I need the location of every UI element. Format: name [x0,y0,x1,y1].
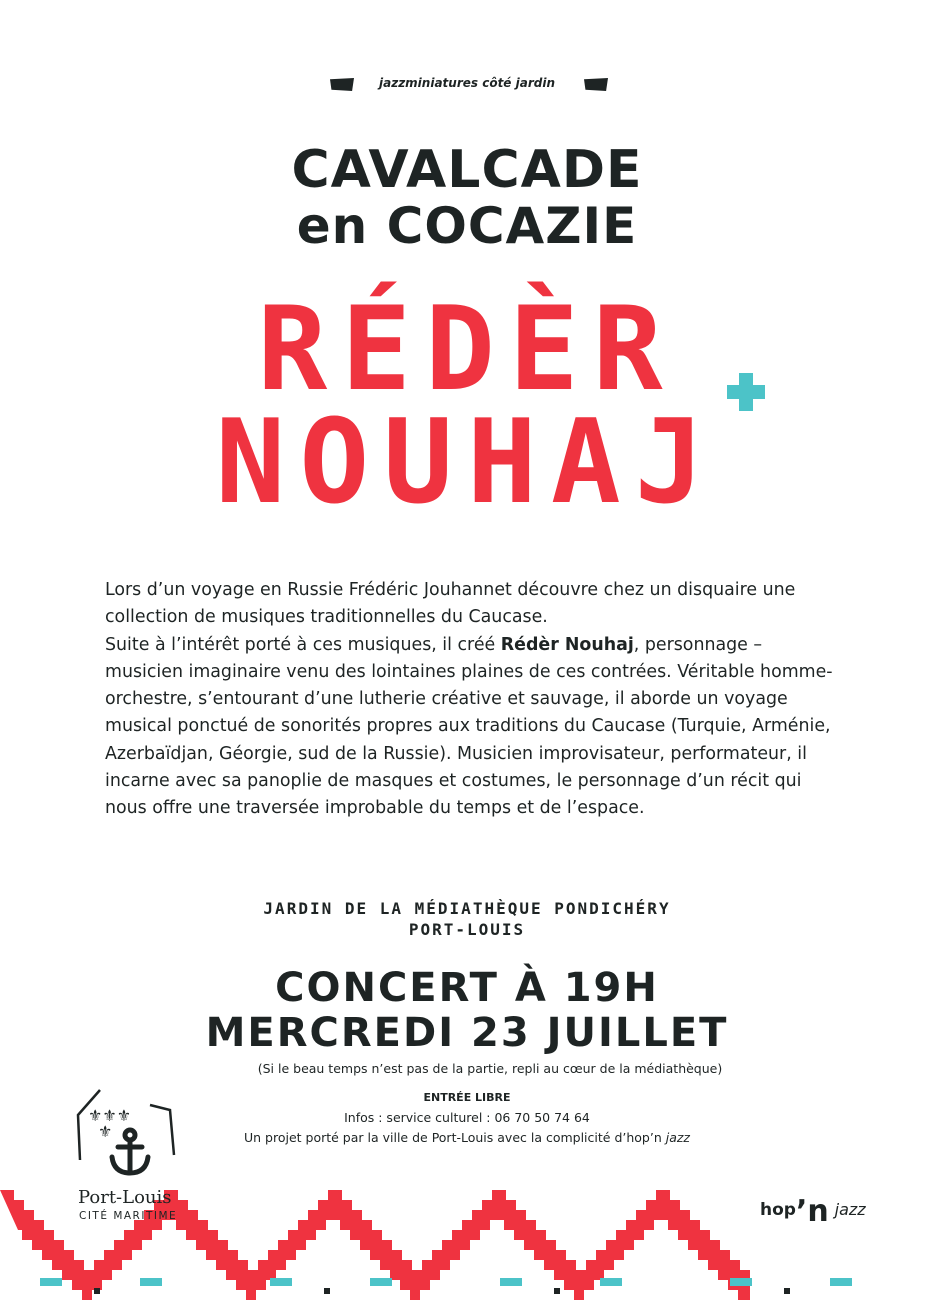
tagline-flag-right [584,78,608,91]
venue [0,898,934,940]
port-louis-name: Port-Louis [78,1187,172,1208]
hopn-jazz-logo [760,1188,866,1229]
description-text: Suite à l’intérêt porté à ces musiques, il créé [105,634,501,655]
hop-text: hop [760,1200,796,1220]
description-text-rest: , personnage – musicien imaginaire venu des lointaines plaines de ces contrées. Véritable homme-orchestre, s’entourant d’une lutherie créative et sauvage, il aborde un voyage musical ponctué de sonorités propres aux traditions du Caucase (Turquie, Arménie, Azerbaïdjan, Géorgie, sud de la Russie). Musicien improvisateur, performateur, il incarne avec sa panoplie de masques et costumes, le personnage d’un récit qui nous offre une traversée improbable du temps et de l’espace. [105,634,833,819]
artist-name-line-2: NOUHAJ [215,395,719,530]
concert-date: MERCREDI 23 JUILLET [205,1010,729,1056]
description-paragraph-1: Lors d’un voyage en Russie Frédéric Jouhannet découvre chez un disquaire une collection de musiques traditionnelles du Caucase. [105,580,796,628]
concert-time: CONCERT À 19H [275,965,659,1011]
description [105,577,835,823]
venue-line-2: PORT-LOUIS [408,920,526,939]
artist-name-line-1: RÉDÈR [257,282,677,417]
artist-name-bold: Rédèr Nouhaj [500,634,634,655]
title-line-1: CAVALCADE [291,140,643,200]
description-paragraph-2 [105,632,835,823]
svg-text:⚜⚜⚜: ⚜⚜⚜ [88,1106,132,1125]
port-louis-subtitle: CITÉ MARITIME [79,1210,178,1222]
venue-line-1: JARDIN DE LA MÉDIATHÈQUE PONDICHÉRY [263,899,671,918]
weather-note: (Si le beau temps n’est pas de la partie, repli au cœur de la médiathèque) [257,1061,723,1076]
jazz-text: jazz [834,1200,866,1219]
n-text: ’n [795,1194,829,1229]
project-credit-text: Un projet porté par la ville de Port-Louis avec la complicité d’hop’n [243,1130,666,1145]
title-line-2: en COCAZIE [296,197,638,255]
info-phone: Infos : service culturel : 06 70 50 74 64 [344,1110,590,1125]
entry-free: ENTRÉE LIBRE [423,1091,511,1104]
project-credit-jazz: jazz [665,1130,690,1145]
svg-text:⚜: ⚜ [98,1122,113,1141]
tagline: jazzminiatures côté jardin [379,76,555,90]
